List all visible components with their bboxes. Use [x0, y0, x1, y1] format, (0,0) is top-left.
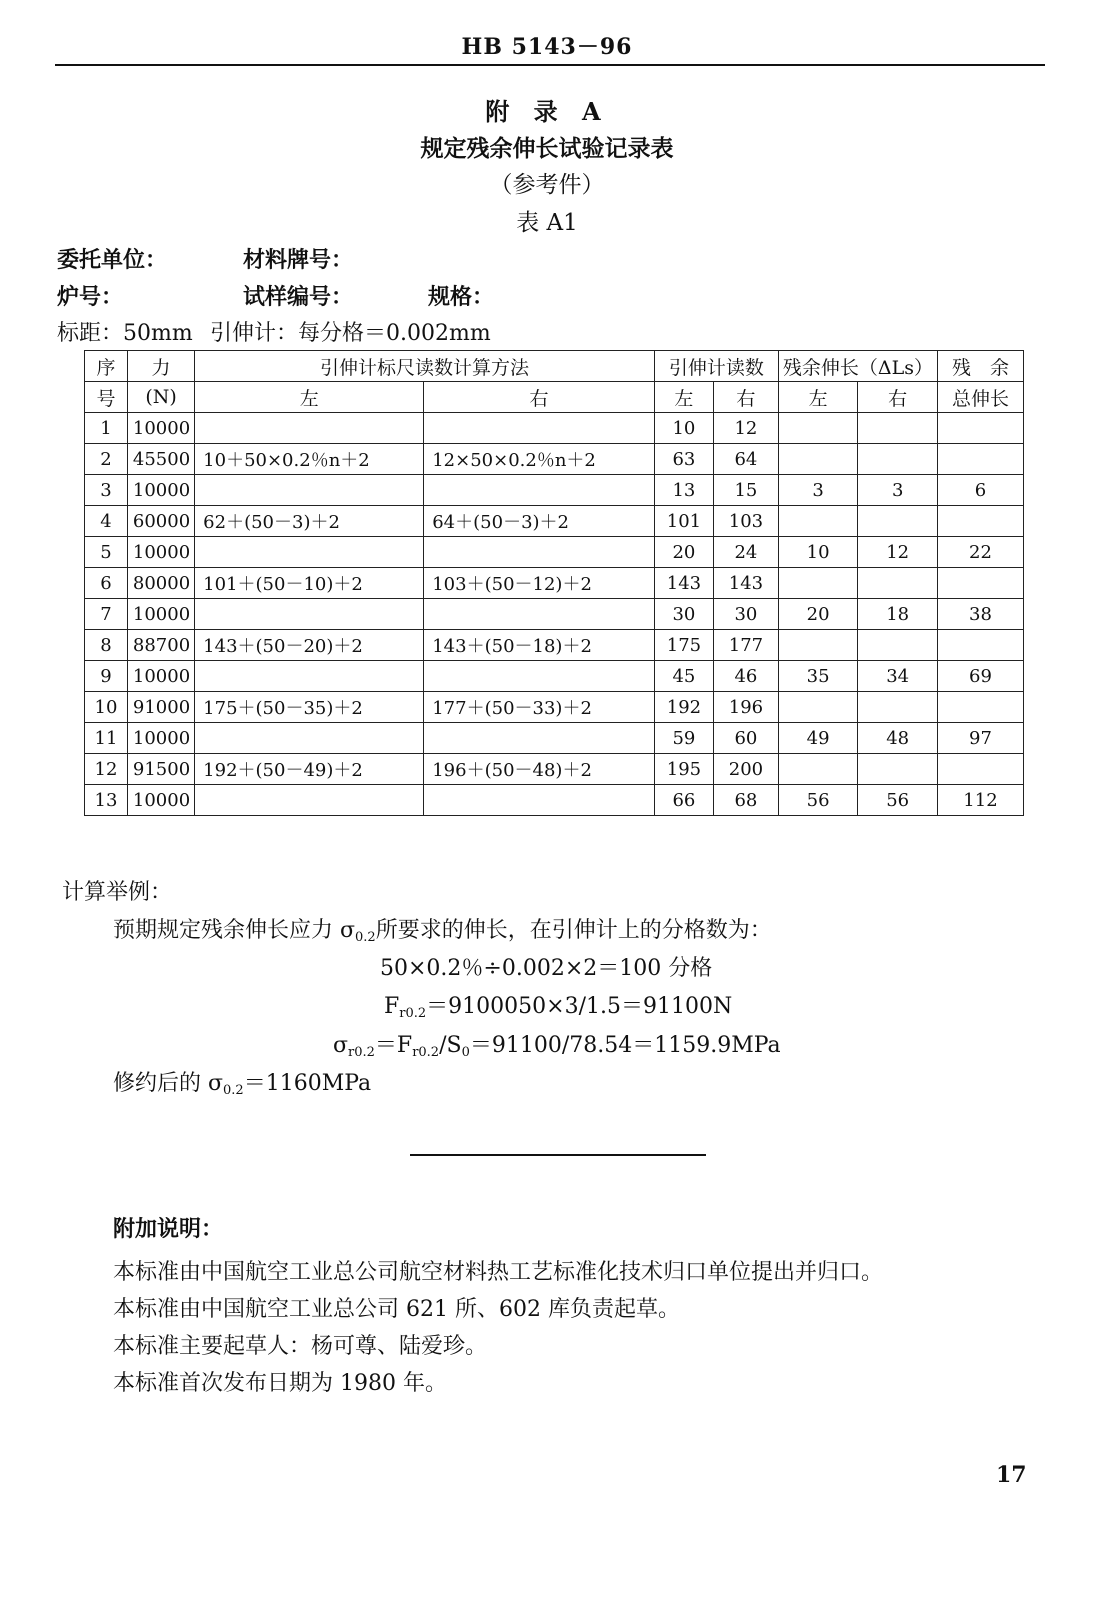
cell-method-right — [424, 723, 655, 754]
cell-residual-left: 20 — [778, 599, 858, 630]
cell-seq: 8 — [85, 630, 128, 661]
table-row — [85, 630, 1024, 661]
table-row — [85, 444, 1024, 475]
cell-force: 10000 — [127, 723, 194, 754]
cell-residual-left: 35 — [778, 661, 858, 692]
cell-residual-left: 49 — [778, 723, 858, 754]
record-table — [84, 350, 1024, 816]
cell-total — [937, 754, 1023, 785]
cell-reading-left: 101 — [654, 506, 713, 537]
note-line: 本标准由中国航空工业总公司航空材料热工艺标准化技术归口单位提出并归口。 — [113, 1260, 884, 1285]
cell-total: 97 — [937, 723, 1023, 754]
cell-residual-right — [858, 444, 938, 475]
cell-total: 112 — [937, 785, 1023, 816]
cell-method-right: 143＋(50－18)＋2 — [424, 630, 655, 661]
cell-residual-left — [778, 754, 858, 785]
cell-residual-left: 3 — [778, 475, 858, 506]
separator-rule — [410, 1154, 706, 1156]
cell-method-right: 12×50×0.2％n＋2 — [424, 444, 655, 475]
cell-reading-right: 143 — [714, 568, 779, 599]
cell-reading-right: 177 — [714, 630, 779, 661]
cell-reading-right: 12 — [714, 413, 779, 444]
calc-line-3: $F_{r0.2}=9100050\times 3/1.5=91100N$ — [384, 994, 733, 1021]
cell-reading-right: 30 — [714, 599, 779, 630]
header-residual-right: 右 — [858, 382, 938, 413]
table-row — [85, 785, 1024, 816]
page-number: 17 — [996, 1462, 1027, 1488]
reference-note: （参考件） — [489, 172, 605, 198]
cell-seq: 5 — [85, 537, 128, 568]
cell-total — [937, 444, 1023, 475]
cell-force: 10000 — [127, 599, 194, 630]
specimen-label: 试样编号： — [243, 284, 354, 310]
cell-method-left — [195, 537, 424, 568]
cell-total: 69 — [937, 661, 1023, 692]
cell-residual-left — [778, 692, 858, 723]
table-row — [85, 692, 1024, 723]
gauge-length: 标距：50mm — [57, 321, 193, 346]
cell-method-right: 64＋(50－3)＋2 — [424, 506, 655, 537]
page-title: 规定残余伸长试验记录表 — [420, 135, 674, 162]
cell-method-left — [195, 723, 424, 754]
cell-residual-right — [858, 630, 938, 661]
table-row — [85, 599, 1024, 630]
cell-reading-right: 15 — [714, 475, 779, 506]
table-row — [85, 537, 1024, 568]
cell-force: 91000 — [127, 692, 194, 723]
cell-reading-left: 10 — [654, 413, 713, 444]
cell-force: 60000 — [127, 506, 194, 537]
cell-residual-right: 18 — [858, 599, 938, 630]
table-row — [85, 754, 1024, 785]
cell-reading-right: 196 — [714, 692, 779, 723]
cell-force: 88700 — [127, 630, 194, 661]
cell-method-left — [195, 661, 424, 692]
header-residual-left: 左 — [778, 382, 858, 413]
cell-force: 10000 — [127, 785, 194, 816]
cell-method-left: 143＋(50－20)＋2 — [195, 630, 424, 661]
header-reading: 引伸计读数 — [654, 351, 778, 382]
cell-total: 6 — [937, 475, 1023, 506]
header-reading-right: 右 — [714, 382, 779, 413]
cell-reading-left: 59 — [654, 723, 713, 754]
cell-total — [937, 692, 1023, 723]
cell-reading-left: 143 — [654, 568, 713, 599]
calc-line-2: 50×0.2％÷0.002×2＝100 分格 — [380, 956, 713, 981]
cell-method-right — [424, 785, 655, 816]
cell-method-right: 177＋(50－33)＋2 — [424, 692, 655, 723]
header-method-right: 右 — [424, 382, 655, 413]
note-line: 本标准主要起草人：杨可尊、陆爱珍。 — [113, 1334, 488, 1359]
cell-seq: 9 — [85, 661, 128, 692]
cell-force: 10000 — [127, 537, 194, 568]
calc-heading: 计算举例： — [62, 880, 173, 905]
cell-seq: 12 — [85, 754, 128, 785]
cell-seq: 4 — [85, 506, 128, 537]
header-reading-left: 左 — [654, 382, 713, 413]
cell-residual-right — [858, 754, 938, 785]
cell-method-right — [424, 537, 655, 568]
table-row — [85, 506, 1024, 537]
material-label: 材料牌号： — [243, 247, 354, 273]
cell-reading-right: 68 — [714, 785, 779, 816]
cell-residual-left — [778, 444, 858, 475]
cell-reading-right: 24 — [714, 537, 779, 568]
cell-method-right — [424, 599, 655, 630]
header-method-left: 左 — [195, 382, 424, 413]
cell-method-left — [195, 599, 424, 630]
cell-residual-right — [858, 692, 938, 723]
cell-seq: 1 — [85, 413, 128, 444]
cell-force: 10000 — [127, 475, 194, 506]
cell-method-left — [195, 413, 424, 444]
cell-reading-left: 192 — [654, 692, 713, 723]
cell-total: 38 — [937, 599, 1023, 630]
cell-total — [937, 413, 1023, 444]
cell-reading-left: 175 — [654, 630, 713, 661]
cell-method-left — [195, 475, 424, 506]
cell-residual-right: 12 — [858, 537, 938, 568]
cell-seq: 7 — [85, 599, 128, 630]
heat-label: 炉号： — [57, 284, 124, 310]
cell-method-left: 10＋50×0.2％n＋2 — [195, 444, 424, 475]
cell-residual-right — [858, 568, 938, 599]
cell-reading-left: 30 — [654, 599, 713, 630]
cell-method-left: 101＋(50－10)＋2 — [195, 568, 424, 599]
extensometer-info: 引伸计：每分格＝0.002mm — [210, 321, 491, 346]
appendix-label: 附 录 A — [485, 97, 609, 126]
cell-method-right: 103＋(50－12)＋2 — [424, 568, 655, 599]
cell-reading-right: 200 — [714, 754, 779, 785]
cell-residual-right: 34 — [858, 661, 938, 692]
notes-heading: 附加说明： — [113, 1216, 224, 1242]
cell-method-left: 192＋(50－49)＋2 — [195, 754, 424, 785]
table-row — [85, 568, 1024, 599]
cell-residual-left: 10 — [778, 537, 858, 568]
header-rule — [55, 64, 1045, 66]
cell-force: 80000 — [127, 568, 194, 599]
cell-residual-right: 56 — [858, 785, 938, 816]
table-row — [85, 723, 1024, 754]
cell-reading-left: 63 — [654, 444, 713, 475]
cell-seq: 10 — [85, 692, 128, 723]
calc-line-5: 修约后的 $\sigma_{0.2}=1160MPa$ — [113, 1071, 372, 1098]
cell-method-left: 175＋(50－35)＋2 — [195, 692, 424, 723]
cell-force: 45500 — [127, 444, 194, 475]
header-residual: 残余伸长（ΔLs） — [778, 351, 937, 382]
cell-seq: 11 — [85, 723, 128, 754]
cell-method-left — [195, 785, 424, 816]
cell-total — [937, 506, 1023, 537]
cell-method-right: 196＋(50－48)＋2 — [424, 754, 655, 785]
cell-residual-left: 56 — [778, 785, 858, 816]
cell-residual-right — [858, 506, 938, 537]
cell-reading-left: 45 — [654, 661, 713, 692]
cell-reading-right: 103 — [714, 506, 779, 537]
spec-label: 规格： — [428, 284, 495, 310]
cell-residual-left — [778, 568, 858, 599]
cell-total: 22 — [937, 537, 1023, 568]
cell-force: 10000 — [127, 661, 194, 692]
note-line: 本标准由中国航空工业总公司 621 所、602 库负责起草。 — [113, 1297, 680, 1322]
table-row — [85, 413, 1024, 444]
cell-reading-left: 66 — [654, 785, 713, 816]
cell-seq: 3 — [85, 475, 128, 506]
cell-total — [937, 568, 1023, 599]
cell-residual-right: 48 — [858, 723, 938, 754]
cell-method-right — [424, 475, 655, 506]
header-total-2: 总伸长 — [937, 382, 1023, 413]
cell-method-left: 62＋(50－3)＋2 — [195, 506, 424, 537]
header-force-unit: (N) — [127, 382, 194, 413]
cell-residual-right — [858, 413, 938, 444]
cell-force: 91500 — [127, 754, 194, 785]
table-row — [85, 475, 1024, 506]
cell-force: 10000 — [127, 413, 194, 444]
cell-reading-left: 195 — [654, 754, 713, 785]
header-seq: 序 — [85, 351, 128, 382]
cell-residual-left — [778, 630, 858, 661]
cell-seq: 13 — [85, 785, 128, 816]
header-seq-2: 号 — [85, 382, 128, 413]
cell-reading-left: 13 — [654, 475, 713, 506]
cell-seq: 6 — [85, 568, 128, 599]
note-line: 本标准首次发布日期为 1980 年。 — [113, 1371, 447, 1396]
calc-line-1: 预期规定残余伸长应力 $\sigma_{0.2}$所要求的伸长，在引伸计上的分格数为： — [113, 918, 772, 945]
cell-reading-right: 60 — [714, 723, 779, 754]
table-label: 表 A1 — [516, 210, 578, 236]
header-total: 残 余 — [937, 351, 1023, 382]
header-force: 力 — [127, 351, 194, 382]
document-code: HB 5143－96 — [461, 34, 633, 60]
cell-reading-right: 64 — [714, 444, 779, 475]
cell-reading-right: 46 — [714, 661, 779, 692]
table-row — [85, 661, 1024, 692]
cell-method-right — [424, 661, 655, 692]
cell-residual-left — [778, 506, 858, 537]
cell-residual-left — [778, 413, 858, 444]
cell-total — [937, 630, 1023, 661]
client-label: 委托单位： — [57, 247, 168, 273]
cell-reading-left: 20 — [654, 537, 713, 568]
header-method: 引伸计标尺读数计算方法 — [195, 351, 655, 382]
cell-seq: 2 — [85, 444, 128, 475]
cell-residual-right: 3 — [858, 475, 938, 506]
calc-line-4: $\sigma_{r0.2}=F_{r0.2}/S_0=91100/78.54=1159.9MPa$ — [333, 1033, 781, 1060]
cell-method-right — [424, 413, 655, 444]
